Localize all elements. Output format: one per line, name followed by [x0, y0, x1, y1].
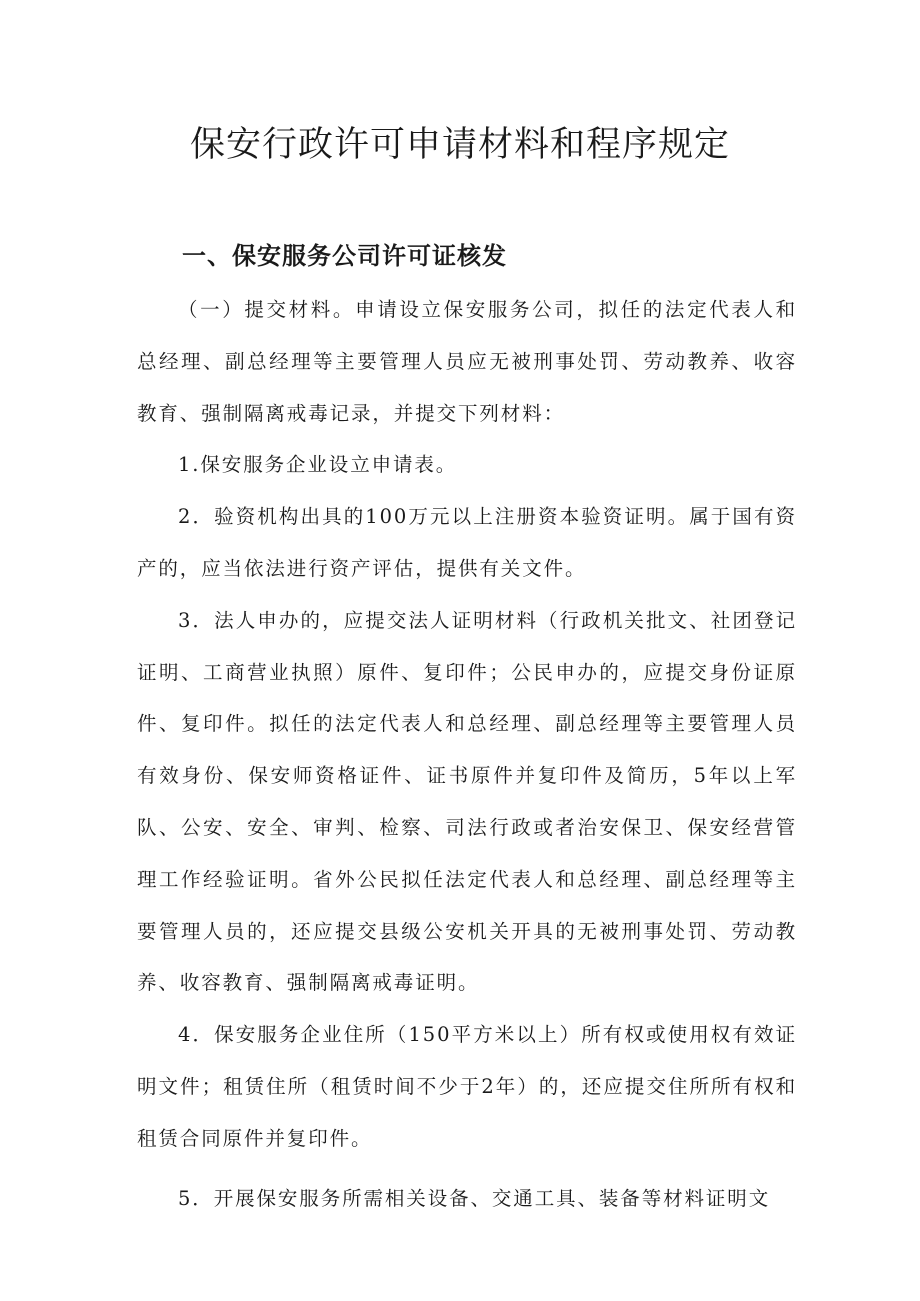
section-heading: 一、保安服务公司许可证核发 [182, 242, 507, 270]
paragraph-item-1: 1.保安服务企业设立申请表。 [178, 453, 458, 477]
document-body [137, 284, 797, 1224]
paragraph-item-4: 4．保安服务企业住所（150平方米以上）所有权或使用权有效证明文件；租赁住所（租赁时间不少于2年）的，还应提交住所所有权和租赁合同原件并复印件。 [137, 1023, 797, 1150]
paragraph-submit-materials: （一）提交材料。申请设立保安服务公司，拟任的法定代表人和总经理、副总经理等主要管理人员应无被刑事处罚、劳动教养、收容教育、强制隔离戒毒记录，并提交下列材料： [137, 298, 797, 425]
paragraph-item-5: 5．开展保安服务所需相关设备、交通工具、装备等材料证明文 [178, 1186, 771, 1210]
paragraph-item-3: 3．法人申办的，应提交法人证明材料（行政机关批文、社团登记证明、工商营业执照）原件、复印件；公民申办的，应提交身份证原件、复印件。拟任的法定代表人和总经理、副总经理等主要管理人员有效身份、保安师资格证件、证书原件并复印件及简历，5年以上军队、公安、安全、审判、检察、司法行政或者治安保卫、保安经营管理工作经验证明。省外公民拟任法定代表人和总经理、副总经理等主要管理人员的，还应提交县级公安机关开具的无被刑事处罚、劳动教养、收容教育、强制隔离戒毒证明。 [137, 608, 797, 995]
paragraph-item-2: 2．验资机构出具的100万元以上注册资本验资证明。属于国有资产的，应当依法进行资产评估，提供有关文件。 [137, 505, 797, 580]
document-title: 保安行政许可申请材料和程序规定 [189, 125, 730, 165]
